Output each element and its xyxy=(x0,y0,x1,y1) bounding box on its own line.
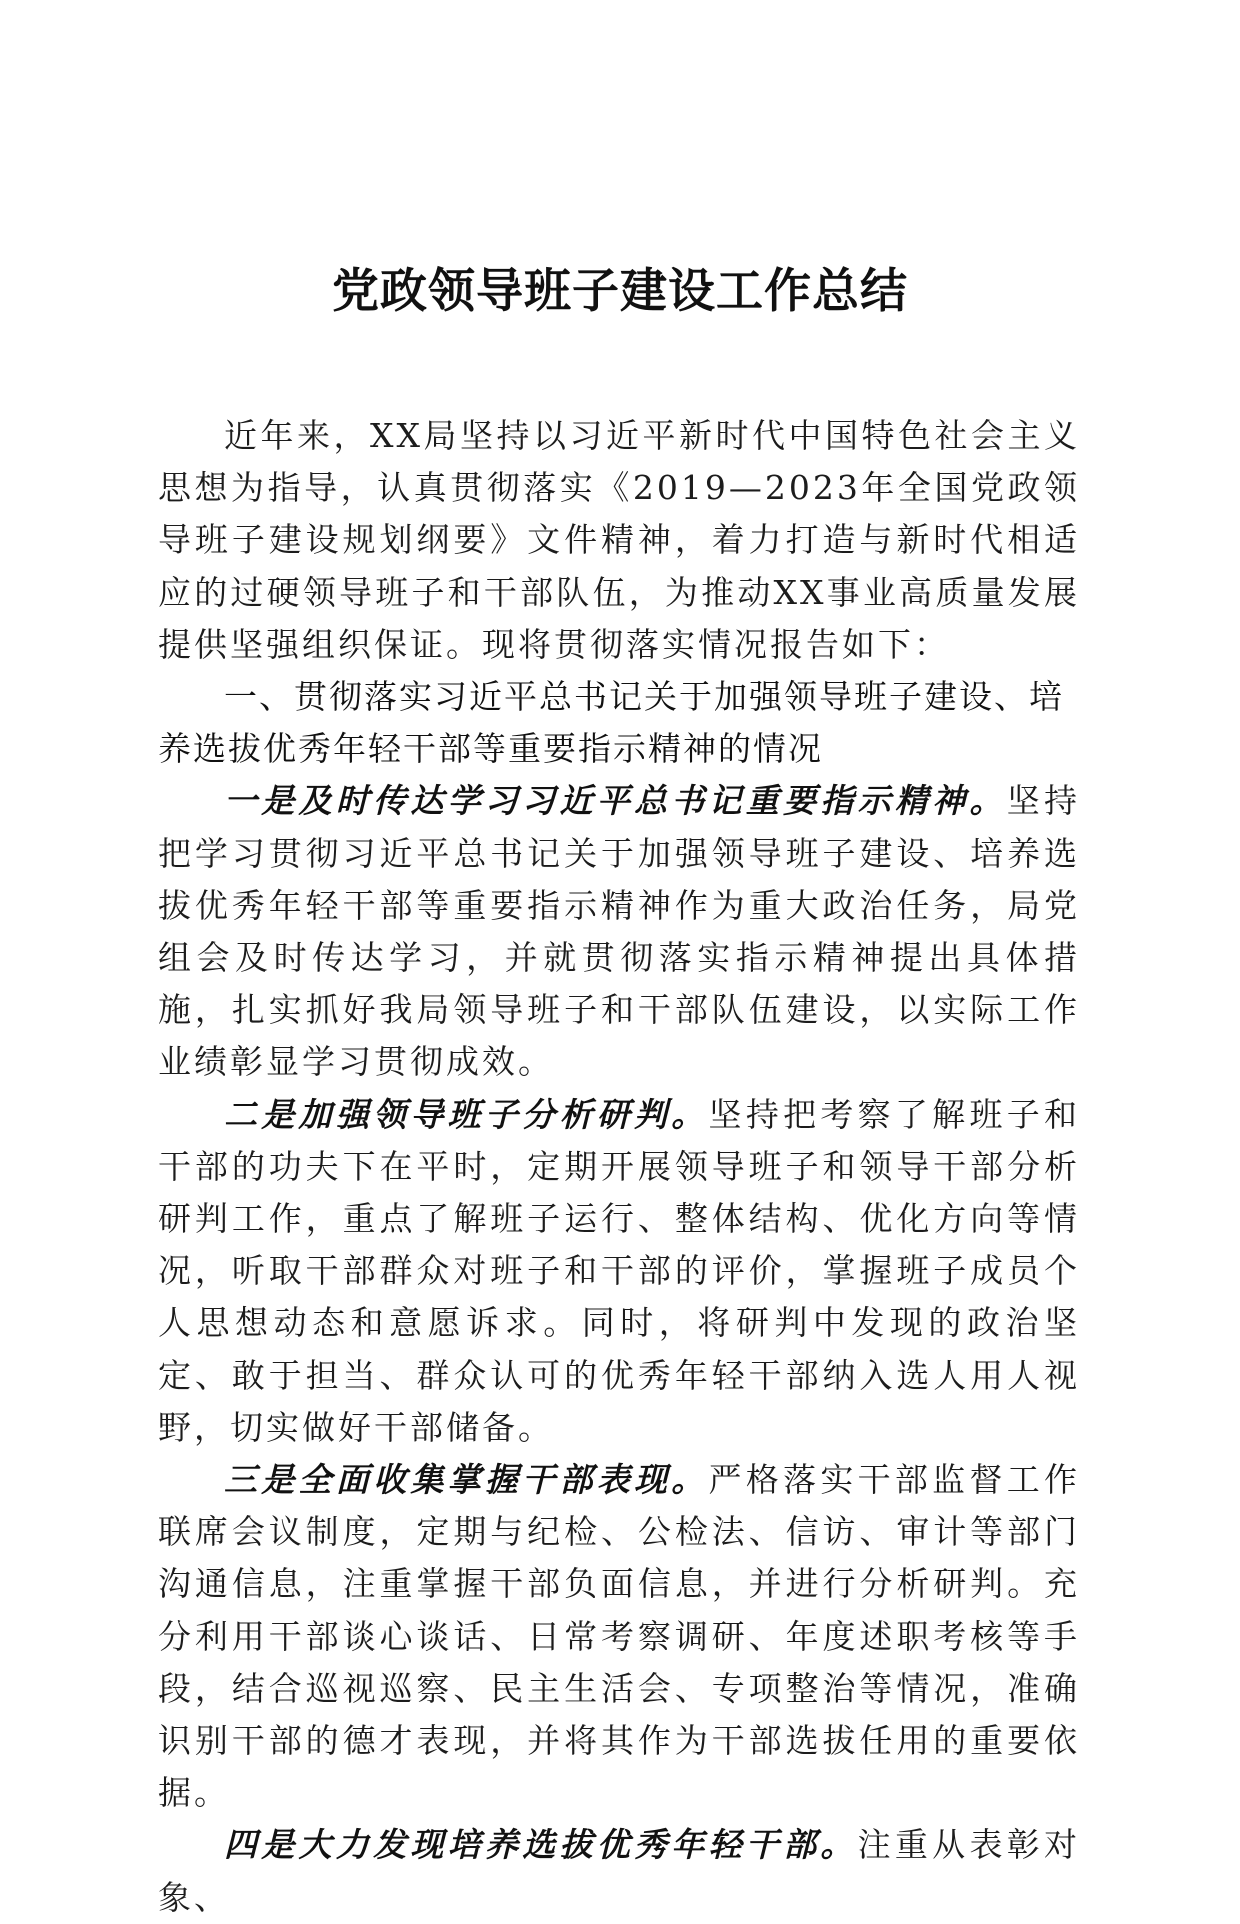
item-text: 坚持把学习贯彻习近平总书记关于加强领导班子建设、培养选拔优秀年轻干部等重要指示精神作为重大政治任务，局党组会及时传达学习，并就贯彻落实指示精神提出具体措施，扎实抓好我局领导班子和干部队伍建设，以实际工作业绩彰显学习贯彻成效。 xyxy=(158,781,1081,1082)
item-lead: 一是及时传达学习习近平总书记重要指示精神。 xyxy=(224,781,1007,821)
item-text: 坚持把考察了解班子和干部的功夫下在平时，定期开展领导班子和领导干部分析研判工作，重点了解班子运行、整体结构、优化方向等情况，听取干部群众对班子和干部的评价，掌握班子成员个人思想动态和意愿诉求。同时，将研判中发现的政治坚定、敢于担当、群众认可的优秀年轻干部纳入选人用人视野，切实做好干部储备。 xyxy=(158,1094,1081,1447)
section-heading: 一、贯彻落实习近平总书记关于加强领导班子建设、培养选拔优秀年轻干部等重要指示精神的情况 xyxy=(158,677,1064,769)
item-text: 严格落实干部监督工作联席会议制度，定期与纪检、公检法、信访、审计等部门沟通信息，注重掌握干部负面信息，并进行分析研判。充分利用干部谈心谈话、日常考察调研、年度述职考核等手段，结合巡视巡察、民主生活会、专项整治等情况，准确识别干部的德才表现，并将其作为干部选拔任用的重要依据。 xyxy=(158,1460,1081,1813)
list-item xyxy=(158,1819,1080,1923)
document-title: 党政领导班子建设工作总结 xyxy=(332,264,908,319)
list-item xyxy=(158,1089,1080,1454)
item-lead: 四是大力发现培养选拔优秀年轻干部。 xyxy=(224,1825,858,1865)
list-item xyxy=(158,775,1080,1088)
item-text: 注重从表彰对象、 xyxy=(158,1825,1081,1917)
intro-paragraph: 近年来，XX局坚持以习近平新时代中国特色社会主义思想为指导，认真贯彻落实《2019—2023年全国党政领导班子建设规划纲要》文件精神，着力打造与新时代相适应的过硬领导班子和干部队伍，为推动XX事业高质量发展提供坚强组织保证。现将贯彻落实情况报告如下： xyxy=(158,416,1080,664)
list-item xyxy=(158,1454,1080,1819)
item-lead: 三是全面收集掌握干部表现。 xyxy=(224,1460,709,1500)
document-body xyxy=(158,410,1080,1924)
item-lead: 二是加强领导班子分析研判。 xyxy=(224,1094,709,1134)
